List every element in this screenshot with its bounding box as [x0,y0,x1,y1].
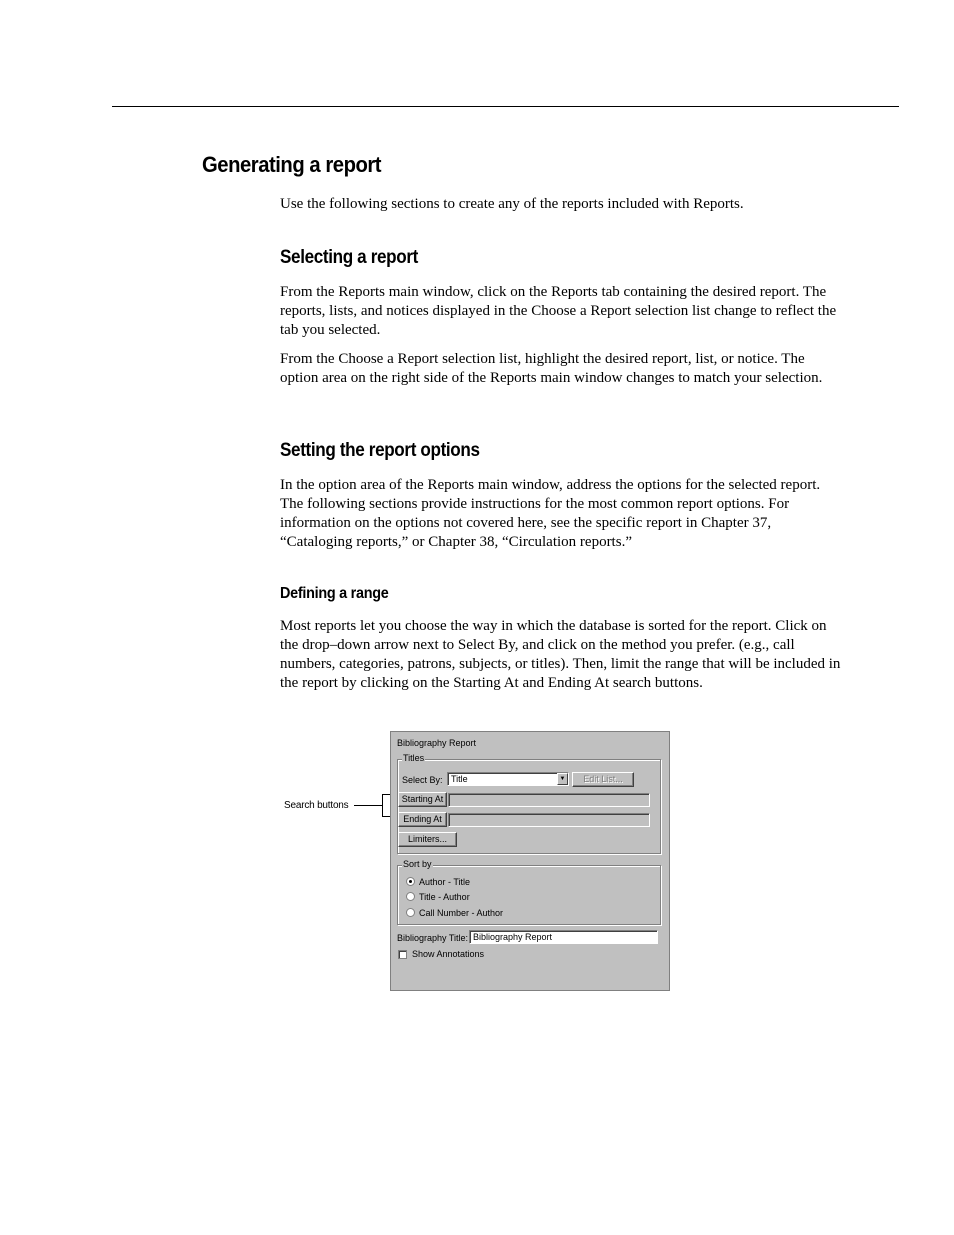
radio-label-call-number-author: Call Number - Author [419,908,504,918]
show-annotations-label: Show Annotations [412,949,485,959]
selecting-paragraph-1: From the Reports main window, click on the Reports tab containing the desired report. The reports, lists, and notices displayed in the Choose a Report selection list change to reflect the tab you selected. [280,284,837,338]
radio-label-author-title: Author - Title [419,877,471,887]
select-by-value: Title [451,774,468,784]
radio-label-title-author: Title - Author [419,892,470,902]
starting-at-button[interactable]: Starting At [398,792,447,807]
radio-title-author[interactable] [406,892,415,901]
radio-author-title[interactable] [406,877,415,886]
select-by-dropdown[interactable] [447,772,569,786]
select-by-label: Select By: [402,775,443,785]
sort-by-group-label: Sort by [403,859,432,869]
edit-list-button[interactable]: Edit List... [572,772,634,787]
selecting-paragraph-2: From the Choose a Report selection list, highlight the desired report, list, or notice. The option area on the right side of the Reports main window changes to match your selection. [280,351,823,386]
bibliography-title-label: Bibliography Title: [397,933,469,943]
options-paragraph: In the option area of the Reports main window, address the options for the selected report. The following sections provide instructions for the most common report options. For information on the options not covered here, see the specific report in Chapter 37, “Cataloging reports,” or Chapter 38, “Circulation reports.” [280,477,821,550]
limiters-button[interactable]: Limiters... [398,832,457,847]
page-heading: Generating a report [202,152,382,177]
section-heading-selecting: Selecting a report [280,247,418,268]
intro-paragraph: Use the following sections to create any of the reports included with Reports. [280,196,744,212]
chevron-down-icon[interactable]: ▼ [557,773,568,785]
bibliography-title-input[interactable]: Bibliography Report [469,930,658,944]
range-paragraph: Most reports let you choose the way in which the database is sorted for the report. Click on the drop–down arrow next to Select By, and click on the method you prefer. (e.g., call numbers, categories, patrons, subjects, or titles). Then, limit the range that will be included in the report by clicking on the Starting At and Ending At search buttons. [280,618,841,691]
panel-title: Bibliography Report [397,738,477,748]
ending-at-button[interactable]: Ending At [398,812,447,827]
ending-at-field[interactable] [448,813,650,827]
header-rule [112,106,899,107]
show-annotations-checkbox[interactable] [398,950,407,959]
radio-call-number-author[interactable] [406,908,415,917]
callout-label: Search buttons [284,800,349,811]
bibliography-report-panel [390,731,670,991]
starting-at-field[interactable] [448,793,650,807]
section-heading-options: Setting the report options [280,440,480,461]
titles-group-label: Titles [403,753,425,763]
section-heading-range: Defining a range [280,585,389,602]
